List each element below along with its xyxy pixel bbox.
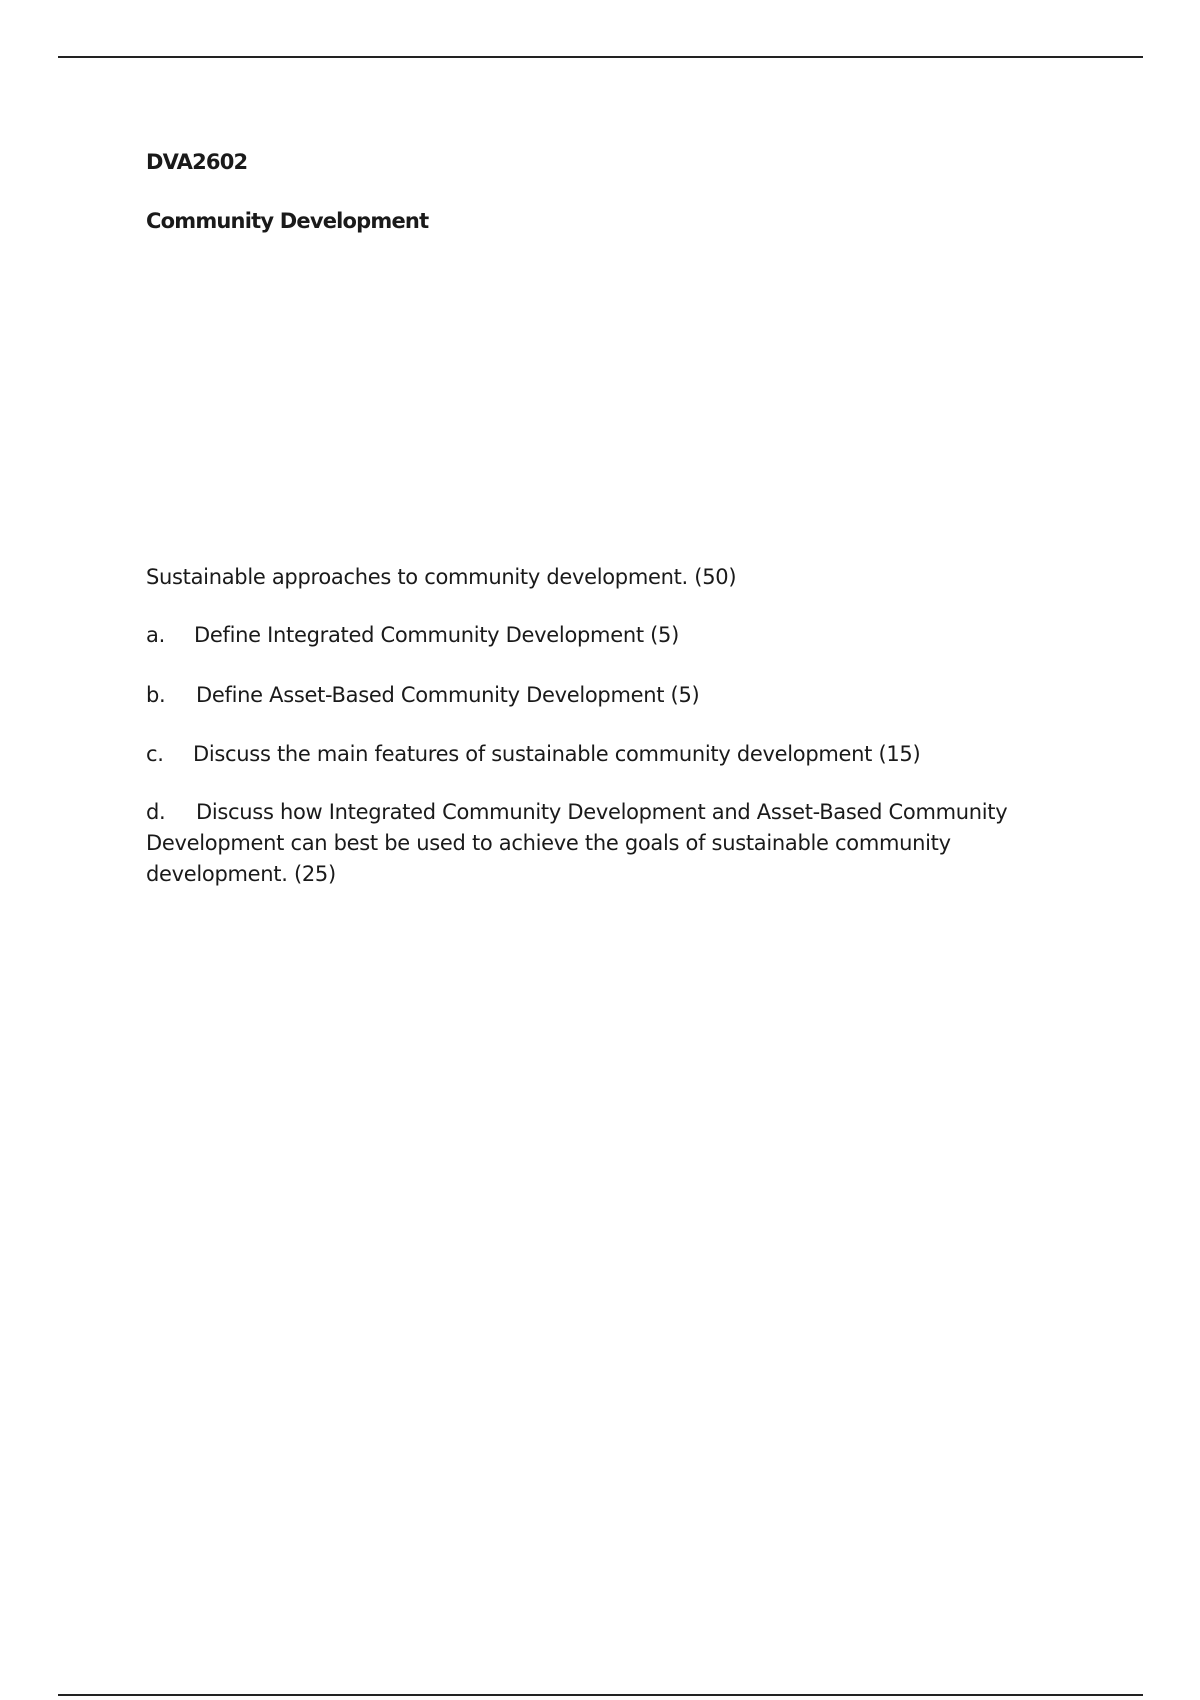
- course-code: DVA2602: [146, 150, 248, 174]
- question-text: Discuss how Integrated Community Development and Asset-Based Community Development can best be used to achieve the goals of sustainable community development. (25): [146, 800, 1008, 886]
- header-rule: [58, 56, 1143, 58]
- question-letter: a.: [146, 623, 165, 647]
- question-b: [146, 680, 699, 711]
- question-text: Define Asset-Based Community Development (5): [196, 683, 700, 707]
- assignment-lead: Sustainable approaches to community development. (50): [146, 565, 737, 589]
- question-text: Define Integrated Community Development (5): [194, 623, 679, 647]
- footer-rule: [58, 1694, 1143, 1696]
- question-text: Discuss the main features of sustainable community development (15): [193, 742, 921, 766]
- question-letter: b.: [146, 683, 166, 707]
- question-a: [146, 620, 679, 651]
- question-d: [146, 797, 1046, 890]
- question-letter: c.: [146, 742, 164, 766]
- question-c: [146, 739, 920, 770]
- question-letter: d.: [146, 800, 166, 824]
- course-title: Community Development: [146, 209, 429, 233]
